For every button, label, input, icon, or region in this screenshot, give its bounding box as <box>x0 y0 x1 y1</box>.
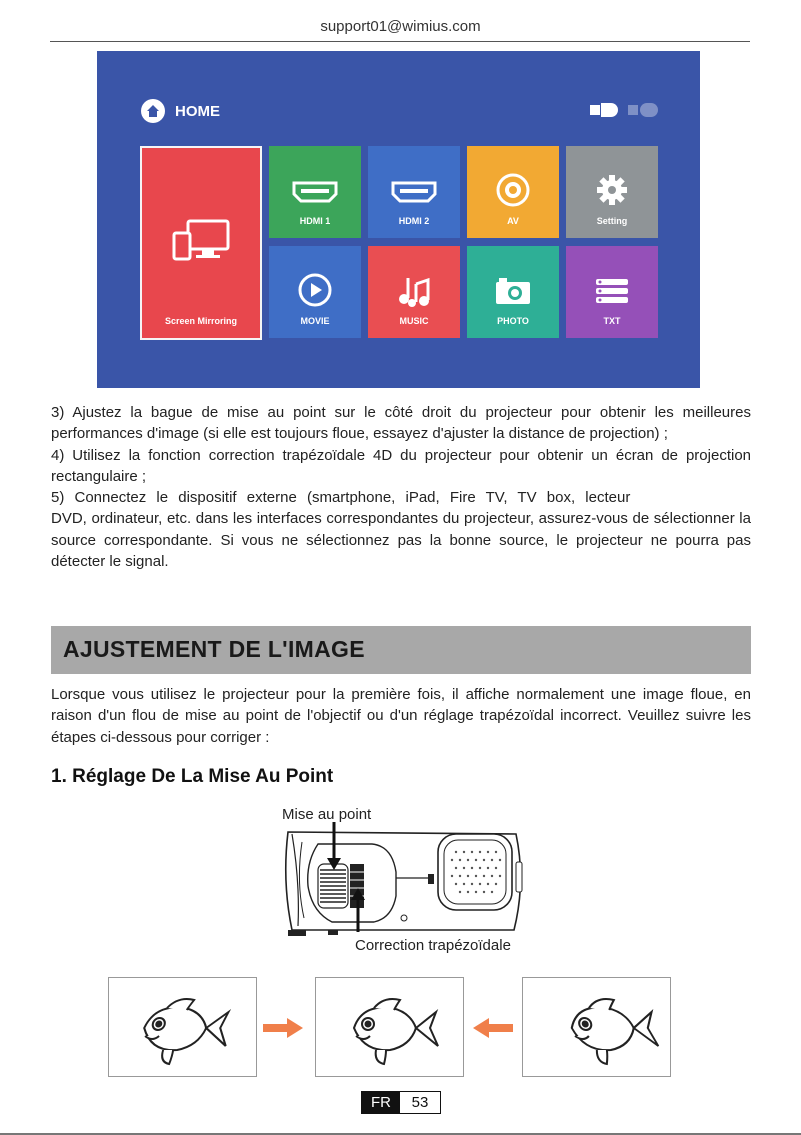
hdmi-icon <box>269 146 361 238</box>
screen-mirroring-icon <box>142 148 260 338</box>
tile-label: PHOTO <box>497 316 529 326</box>
section-heading-bar <box>51 626 751 674</box>
projector-home-screenshot <box>97 51 700 388</box>
tile-label: TXT <box>603 316 621 326</box>
instructions-block <box>51 402 751 572</box>
tile-music[interactable] <box>368 246 460 338</box>
tile-label: Screen Mirroring <box>164 316 238 326</box>
hdmi-icon <box>368 146 460 238</box>
header-email: support01@wimius.com <box>320 18 481 35</box>
tile-setting[interactable] <box>566 146 658 238</box>
home-icon <box>141 99 165 123</box>
home-label: HOME <box>175 102 220 120</box>
instruction-step-4: 4) Utilisez la fonction correction trapézoïdale 4D du projecteur pour obtenir un écran de projection rectangulaire ; <box>51 446 751 485</box>
tile-label: HDMI 1 <box>299 216 331 226</box>
tile-label: AV <box>507 216 519 226</box>
arrow-left-icon <box>473 1018 513 1038</box>
tile-label: Setting <box>596 216 628 226</box>
instruction-step-3: 3) Ajustez la bague de mise au point sur le côté droit du projecteur pour obtenir les meilleures performances d'image (si elle est toujours floue, essayez d'ajuster la distance de projection) ; <box>51 404 751 443</box>
av-icon <box>467 146 559 238</box>
tile-photo[interactable] <box>467 246 559 338</box>
tile-hdmi2[interactable] <box>368 146 460 238</box>
status-icons <box>590 103 658 117</box>
section-title: AJUSTEMENT DE L'IMAGE <box>63 636 365 662</box>
instruction-step-5b: DVD, ordinateur, etc. dans les interfaces correspondantes du projecteur, assurez-vous de sélectionner la source correspondante. Si vous ne sélectionnez pas la bonne source, le projecteur ne pourra pas détecter le signal. <box>51 510 751 571</box>
fish-icon <box>523 978 672 1078</box>
bluetooth-status-icon <box>590 103 618 117</box>
tile-movie[interactable] <box>269 246 361 338</box>
tile-txt[interactable] <box>566 246 658 338</box>
fish-blurry-right <box>522 977 671 1077</box>
wifi-status-icon <box>628 103 658 117</box>
list-icon <box>566 246 658 338</box>
language-code: FR <box>362 1092 400 1113</box>
gear-icon <box>566 146 658 238</box>
fish-icon <box>109 978 258 1078</box>
tile-av[interactable] <box>467 146 559 238</box>
subheading: 1. Réglage De La Mise Au Point <box>51 766 334 787</box>
focus-label: Mise au point <box>282 806 372 823</box>
music-icon <box>368 246 460 338</box>
tile-label: MUSIC <box>399 316 429 326</box>
fish-blurry-left <box>108 977 257 1077</box>
instruction-step-5a: 5) Connectez le dispositif externe (smartphone, iPad, Fire TV, TV box, lecteur <box>51 489 631 507</box>
arrow-right-icon <box>263 1018 303 1038</box>
page-number-badge <box>361 1091 441 1114</box>
projector-diagram <box>278 822 530 940</box>
fish-focused-center <box>315 977 464 1077</box>
tile-label: HDMI 2 <box>398 216 430 226</box>
tile-screen-mirroring[interactable] <box>140 146 262 340</box>
play-icon <box>269 246 361 338</box>
tile-label: MOVIE <box>300 316 330 326</box>
fish-icon <box>316 978 465 1078</box>
camera-icon <box>467 246 559 338</box>
section-intro: Lorsque vous utilisez le projecteur pour la première fois, il affiche normalement une image floue, en raison d'un flou de mise au point de l'objectif ou d'un réglage trapézoïdal incorrect. Veuillez suivre les étapes ci-dessous pour corriger : <box>51 686 751 746</box>
tile-hdmi1[interactable] <box>269 146 361 238</box>
header-divider <box>50 41 750 42</box>
page-number: 53 <box>400 1092 440 1113</box>
home-header <box>141 99 220 123</box>
keystone-label: Correction trapézoïdale <box>355 937 511 954</box>
